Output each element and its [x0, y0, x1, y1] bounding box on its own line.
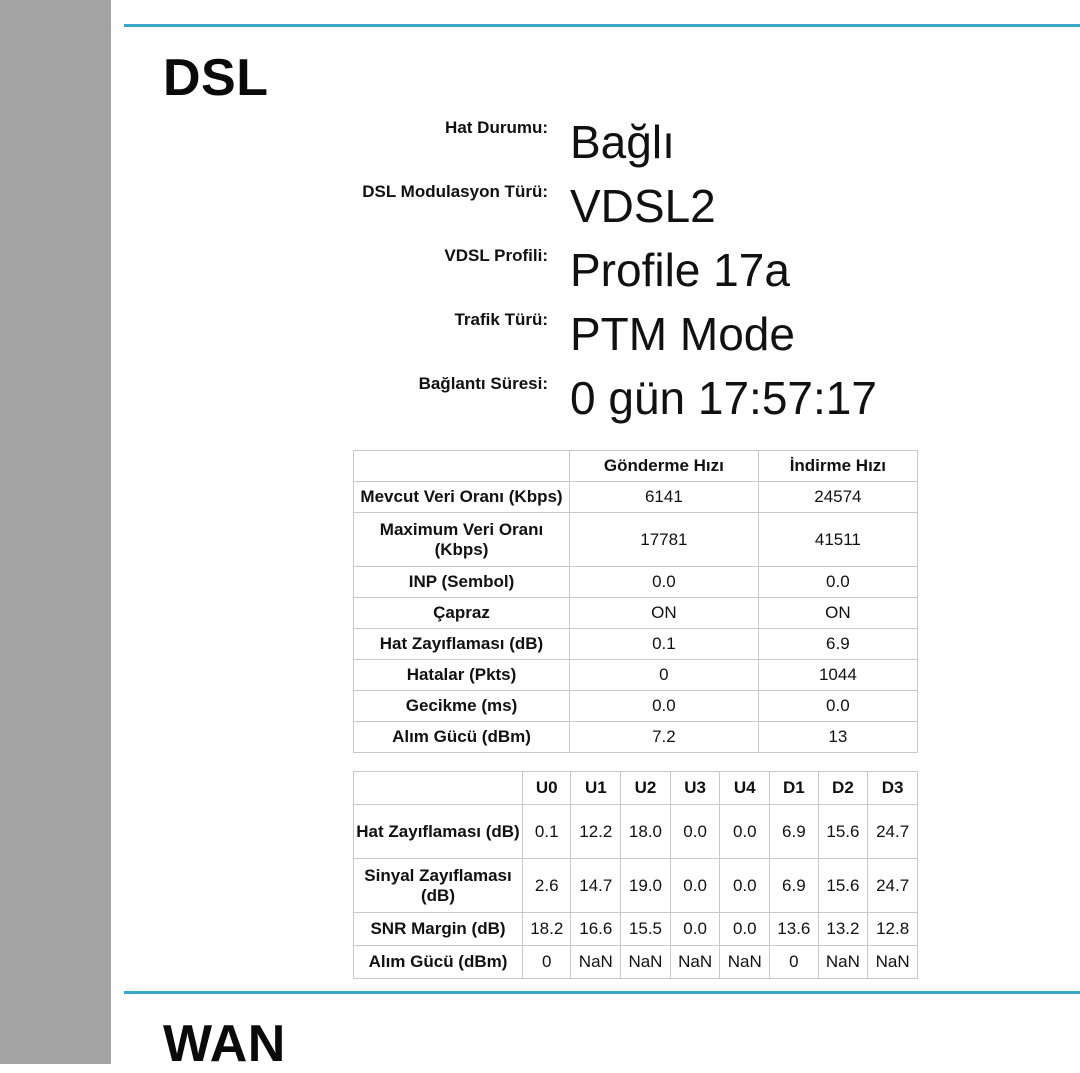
band-table — [353, 771, 918, 979]
table-cell: 7.2 — [570, 722, 759, 753]
table-header-cell: Gönderme Hızı — [570, 451, 759, 482]
status-row-vdsl-profile — [300, 240, 1000, 304]
table-row — [354, 859, 918, 913]
table-cell: 0.0 — [758, 567, 917, 598]
section-divider-top — [124, 24, 1080, 27]
table-cell: 6.9 — [758, 629, 917, 660]
table-cell: 12.8 — [868, 913, 918, 946]
table-header-cell — [354, 451, 570, 482]
row-label: SNR Margin (dB) — [354, 913, 523, 946]
dsl-section-title: DSL — [163, 49, 269, 107]
table-row — [354, 567, 918, 598]
row-label: Maximum Veri Oranı (Kbps) — [354, 513, 570, 567]
table-row — [354, 660, 918, 691]
table-header-row — [354, 772, 918, 805]
table-header-cell: D3 — [868, 772, 918, 805]
left-sidebar — [0, 0, 111, 1064]
table-cell: 16.6 — [571, 913, 621, 946]
table-header-cell: U0 — [523, 772, 571, 805]
status-value: Bağlı — [570, 116, 675, 168]
status-row-uptime — [300, 368, 1000, 432]
table-cell: 0.0 — [720, 913, 770, 946]
table-cell: ON — [758, 598, 917, 629]
row-label: Hatalar (Pkts) — [354, 660, 570, 691]
table-cell: NaN — [720, 946, 770, 979]
table-cell: 0 — [770, 946, 818, 979]
table-row — [354, 691, 918, 722]
table-cell: 0.1 — [523, 805, 571, 859]
table-cell: NaN — [621, 946, 671, 979]
table-header-cell: D1 — [770, 772, 818, 805]
table-row — [354, 513, 918, 567]
table-cell: 24.7 — [868, 859, 918, 913]
table-cell: 24574 — [758, 482, 917, 513]
table-cell: 24.7 — [868, 805, 918, 859]
table-cell: 0.0 — [570, 691, 759, 722]
wan-section-title: WAN — [163, 1015, 286, 1073]
table-cell: 13.2 — [818, 913, 868, 946]
table-cell: 0.0 — [720, 859, 770, 913]
table-header-cell: İndirme Hızı — [758, 451, 917, 482]
table-cell: 14.7 — [571, 859, 621, 913]
table-cell: 19.0 — [621, 859, 671, 913]
table-row — [354, 629, 918, 660]
table-row — [354, 598, 918, 629]
table-header-cell: U1 — [571, 772, 621, 805]
rate-table — [353, 450, 918, 753]
status-row-traffic-type — [300, 304, 1000, 368]
table-cell: NaN — [670, 946, 720, 979]
table-cell: 0.1 — [570, 629, 759, 660]
row-label: Mevcut Veri Oranı (Kbps) — [354, 482, 570, 513]
table-cell: 2.6 — [523, 859, 571, 913]
table-cell: 13 — [758, 722, 917, 753]
row-label: Gecikme (ms) — [354, 691, 570, 722]
table-cell: 41511 — [758, 513, 917, 567]
status-label: DSL Modulasyon Türü: — [362, 182, 548, 201]
table-cell: NaN — [818, 946, 868, 979]
table-cell: 17781 — [570, 513, 759, 567]
table-cell: 12.2 — [571, 805, 621, 859]
status-value: 0 gün 17:57:17 — [570, 372, 877, 424]
table-header-cell: U3 — [670, 772, 720, 805]
table-cell: 0 — [523, 946, 571, 979]
table-cell: 0.0 — [670, 859, 720, 913]
status-value: VDSL2 — [570, 180, 716, 232]
row-label: INP (Sembol) — [354, 567, 570, 598]
dsl-status-list — [300, 112, 1000, 432]
table-header-cell: D2 — [818, 772, 868, 805]
status-row-line-state — [300, 112, 1000, 176]
table-cell: 6.9 — [770, 805, 818, 859]
section-divider-bottom — [124, 991, 1080, 994]
row-label: Alım Gücü (dBm) — [354, 722, 570, 753]
row-label: Çapraz — [354, 598, 570, 629]
status-value: Profile 17a — [570, 244, 790, 296]
row-label: Hat Zayıflaması (dB) — [354, 805, 523, 859]
row-label: Sinyal Zayıflaması (dB) — [354, 859, 523, 913]
table-header-cell — [354, 772, 523, 805]
table-cell: 0.0 — [670, 913, 720, 946]
table-cell: 0.0 — [570, 567, 759, 598]
table-cell: NaN — [868, 946, 918, 979]
table-header-row — [354, 451, 918, 482]
table-cell: 15.5 — [621, 913, 671, 946]
table-cell: 0.0 — [758, 691, 917, 722]
row-label: Alım Gücü (dBm) — [354, 946, 523, 979]
table-cell: 1044 — [758, 660, 917, 691]
table-cell: 18.2 — [523, 913, 571, 946]
table-header-cell: U2 — [621, 772, 671, 805]
table-row — [354, 913, 918, 946]
status-row-modulation — [300, 176, 1000, 240]
table-row — [354, 805, 918, 859]
table-header-cell: U4 — [720, 772, 770, 805]
table-row — [354, 482, 918, 513]
table-cell: 0 — [570, 660, 759, 691]
table-cell: 18.0 — [621, 805, 671, 859]
table-cell: 15.6 — [818, 805, 868, 859]
row-label: Hat Zayıflaması (dB) — [354, 629, 570, 660]
status-label: Bağlantı Süresi: — [418, 374, 548, 393]
table-cell: 0.0 — [670, 805, 720, 859]
status-label: Trafik Türü: — [454, 310, 548, 329]
table-cell: NaN — [571, 946, 621, 979]
table-row — [354, 946, 918, 979]
table-cell: 6141 — [570, 482, 759, 513]
table-cell: 6.9 — [770, 859, 818, 913]
table-cell: 0.0 — [720, 805, 770, 859]
table-cell: ON — [570, 598, 759, 629]
status-value: PTM Mode — [570, 308, 795, 360]
table-cell: 13.6 — [770, 913, 818, 946]
table-row — [354, 722, 918, 753]
table-cell: 15.6 — [818, 859, 868, 913]
status-label: Hat Durumu: — [445, 118, 548, 137]
status-label: VDSL Profili: — [444, 246, 548, 265]
